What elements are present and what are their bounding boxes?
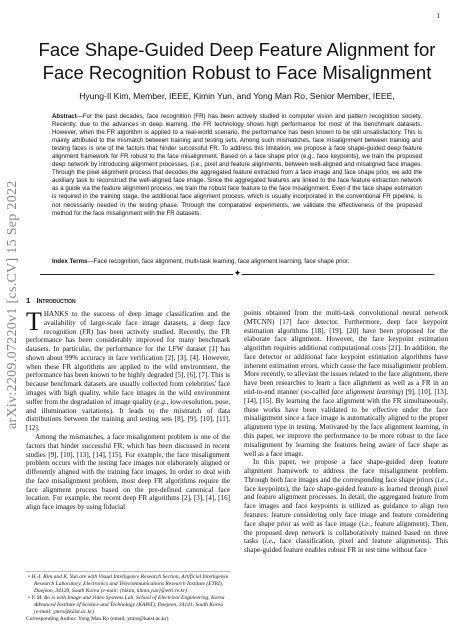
abstract-text: —For the past decades, face recognition (FR) has been actively studied in computer vision and pattern recognition society. Recently, due to the advances in deep learning, the FR technology shows high performance for most of the benchmark datasets. However, when the FR algorithm is applied to a real-world scenario, the performance has been known to be still unsatisfactory. This is mainly attributed to the mismatch between training and testing sets. Among such mismatches, face misalignment between training and testing faces is one of the factors that hinder successful FR. To address this limitation, we propose a face shape-guided deep feature alignment framework for FR robust to the face misalignment. Based on a face shape prior (e.g., face keypoints), we train the proposed deep network by introducing alignment processes, (i.e., pixel and feature alignments, between well-aligned and misaligned face images. Through the pixel alignment process that decodes the aggregated feature extracted from a face image and face shape prior, we add the auxiliary task to reconstruct the well-aligned face image. Since the aggregated features are linked to the face feature extraction network as a guide via the feature alignment process, we train the robust face feature to the face misalignment. Even if the face shape estimation is required in the training stage, the additional face alignment process, which is usually incorporated in the conventional FR pipeline, is not necessarily needed in the testing phase. Through the comparative experiments, we validate the effectiveness of the proposed method for the face misalignment with the FR datasets. <box>52 113 422 217</box>
author-list: Hyung-Il Kim, Member, IEEE, Kimin Yun, and Yong Man Ro, Senior Member, IEEE, <box>79 91 395 101</box>
paragraph-text: , low-resolution, pose, and illumination variations). It leads to the mismatch of data distributions between the training and testing sets [8], [9], [10], [11], [12]. <box>26 397 230 433</box>
emphasis-text: i.e. <box>264 537 274 546</box>
index-terms <box>52 258 422 266</box>
right-column <box>244 309 448 555</box>
paragraph-text: In this paper, we propose a face shape-guided deep feature alignment framework to address the face misalignment problem. Through both face images and the corresponding face shape priors ( <box>244 458 448 484</box>
paragraph-text: , feature alignment). Then, the proposed deep network is collaboratively trained based on three tasks ( <box>244 519 448 546</box>
intro-paragraph-1 <box>26 307 230 433</box>
emphasis-text: i.e. <box>361 519 371 528</box>
page-number: 1 <box>436 12 440 20</box>
arxiv-identifier[interactable]: arXiv:2209.07220v1 [cs.CV] 15 Sep 2022 <box>5 180 20 429</box>
footnote-affiliation-2: • Y. M. Ro is with Image and Video Systems Lab, School of Electrical Engineering, Korea Advanced Institute of Science and Technology (KAIST), Daejeon, 34141, South Korea (e-mail: ymro@kaist.ac.kr) <box>28 595 225 616</box>
footnotes <box>26 574 230 624</box>
paper-title: Face Shape-Guided Deep Feature Alignment for Face Recognition Robust to Face Misalignment <box>38 39 436 83</box>
left-column <box>26 307 230 512</box>
paragraph-text: HANKS to the success of deep image classification and the availability of large-scale face image datasets, a deep face recognition (FR) has been actively studied. Recently, the FR performance has been considerably improved for many benchmark datasets. In particular, the performance for the LFW dataset [1] has shown about 99% accuracy in face verification [2], [3], [4]. However, when these FR algorithms are applied to the wild environment, the performance has been known to be highly degraded [5], [6], [7]. This is because benchmark datasets are usually collected from celebrities' face images with high quality, while face images in the wild environment suffer from the degradation of image quality ( <box>26 310 230 406</box>
abstract <box>52 113 422 218</box>
section-heading <box>26 296 76 305</box>
index-terms-label: Index Terms <box>52 258 88 265</box>
index-terms-text: —Face recognition, face alignment, multi-task learning, face alignment learning, face shape prior. <box>87 258 350 265</box>
section-number: 1 <box>26 296 31 305</box>
footnote-affiliation-1: • H.-I. Kim and K. Yun are with Visual Intelligence Research Section, Artificial Intelligence Research Laboratory, Electronics and Telecommunications Research Institute (ETRI), Daejeon, 34129, South Korea (e-mail: {hikim, kimin.yun}@etri.re.kr) <box>28 574 229 594</box>
footnote-corresponding-author: Corresponding Author: Yong Man Ro (email: ymro@kaist.ac.kr) <box>26 616 169 623</box>
paragraph-text: points obtained from the multi-task convolutional neural network (MTCNN) [17] face detector. Furthermore, deep face keypoint estimation algorithms [18], [19], [20] have been proposed for the elaborate face alignment. However, the face keypoint estimation algorithm requires additional computational costs [21]. In addition, the face detector or additional face keypoint estimation algorithms have inherent estimation errors, which cause the face misalignment problem. More recently, to alleviate the issues related to the face alignment, there have been researches to learn a face alignment as well as a FR in an end-to-end manner (so-called <box>244 309 448 397</box>
intro-paragraph-3 <box>244 309 448 458</box>
footnote-rule <box>26 571 230 572</box>
footnote-text: Y. M. Ro is with Image and Video Systems Lab, School of Electrical Engineering, Korea Advanced Institute of Science and Technology (KAIST), Daejeon, 34141, South Korea (e-mail: ymro@kaist.ac.kr) <box>31 595 225 616</box>
emphasis-text: i.e. <box>437 475 447 484</box>
paragraph-text: ) [9], [10], [13], [14], [15]. By learning the face alignment with the FR simultaneously, these works have been validated to be effective under the face misalignment since a face image is automatically aligned to the proper alignment type in testing. Motivated by the face alignment learning, in this paper, we improve the performance to be more robust to the face misalignment by learning the features being aware of face shape as well as a face image. <box>244 388 448 458</box>
paragraph-text: , face classification, pixel and feature alignments). This shape-guided feature enables robust FR in test time without face <box>244 537 449 555</box>
abstract-label: Abstract <box>52 113 77 120</box>
emphasis-text: e.g. <box>156 397 167 406</box>
separator-diamond-icon: ✦ <box>233 269 242 279</box>
emphasis-text: face alignment learning <box>331 388 401 397</box>
intro-paragraph-2: Among the mismatches, a face misalignment problem is one of the factors that hinder successful FR, which has been discussed in recent studies [9], [10], [13], [14], [15]. For example, the face misalignment problem occurs with the testing face images not elaborately aligned or differently aligned with the training face images. In order to deal with the face misalignment problem, most deep FR algorithms require the face alignment process based on the pre-defined canonical face location. For example, the recent deep FR algorithms [2], [3], [4], [16] align face images by using fiducial <box>26 432 230 512</box>
dropcap-letter: T <box>26 307 42 336</box>
footnote-text: H.-I. Kim and K. Yun are with Visual Intelligence Research Section, Artificial Intelligence Research Laboratory, Electronics and Telecommunications Research Institute (ETRI), Daejeon, 34129, South Korea (e-mail: {hikim, kimin.yun}@etri.re.kr) <box>31 574 229 594</box>
paragraph-text: , face keypoints), the face shape-guided feature is learned through pixel and feature alignment processes. In detail, the aggregated feature from face images and face keypoints is utilized as guidance to align two features: feature considering only face image and feature considering face shape prior as well as face image ( <box>244 475 448 528</box>
section-title: Introduction <box>36 296 76 305</box>
intro-paragraph-4 <box>244 458 448 555</box>
